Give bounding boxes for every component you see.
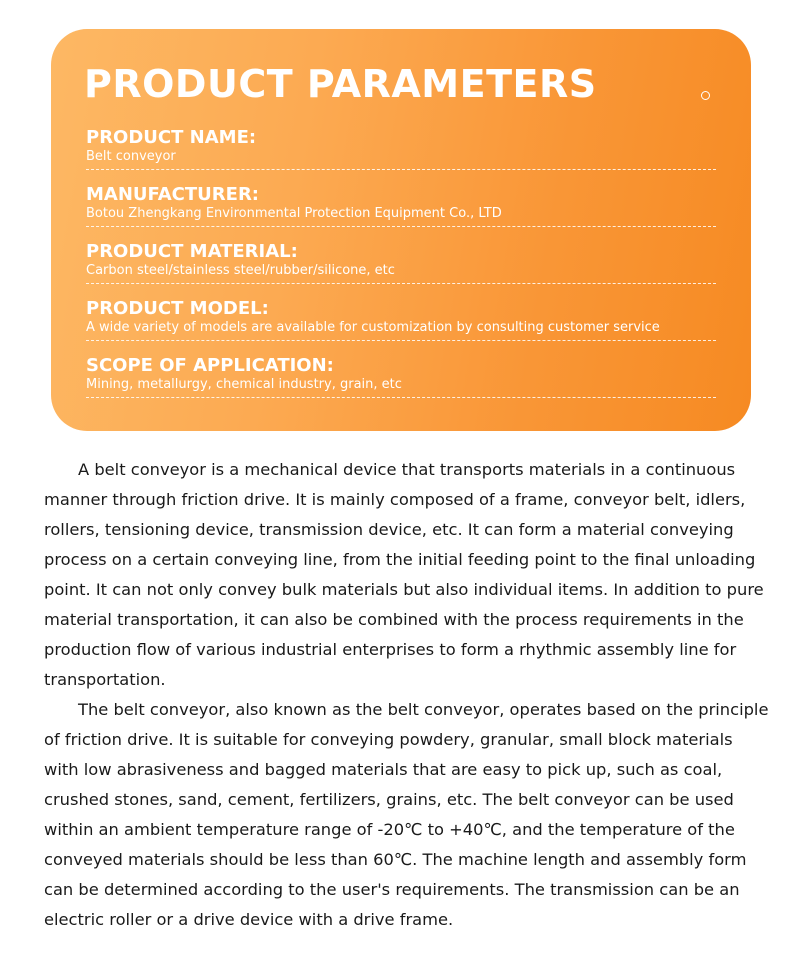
param-value: Mining, metallurgy, chemical industry, grain, etc (86, 377, 402, 392)
param-label: MANUFACTURER: (86, 184, 260, 205)
param-label: SCOPE OF APPLICATION: (86, 355, 334, 376)
description-paragraph: The belt conveyor, also known as the belt conveyor, operates based on the principle of friction drive. It is suitable for conveying powdery, granular, small block materials with low abrasiveness and bagged materials that are easy to pick up, such as coal, crushed stones, sand, cement, fertilizers, grains, etc. The belt conveyor can be used within an ambient temperature range of -20℃ to +40℃, and the temperature of the conveyed materials should be less than 60℃. The machine length and assembly form can be determined according to the user's requirements. The transmission can be an electric roller or a drive device with a drive frame. (44, 700, 769, 929)
param-product-material (86, 241, 716, 284)
param-label: PRODUCT NAME: (86, 127, 257, 148)
circle-icon (701, 91, 710, 100)
param-scope-of-application (86, 355, 716, 398)
param-value: A wide variety of models are available for customization by consulting customer service (86, 320, 660, 335)
param-label: PRODUCT MODEL: (86, 298, 269, 319)
param-label: PRODUCT MATERIAL: (86, 241, 298, 262)
description-paragraph: A belt conveyor is a mechanical device that transports materials in a continuous manner through friction drive. It is mainly composed of a frame, conveyor belt, idlers, rollers, tensioning device, transmission device, etc. It can form a material conveying process on a certain conveying line, from the initial feeding point to the final unloading point. It can not only convey bulk materials but also individual items. In addition to pure material transportation, it can also be combined with the process requirements in the production flow of various industrial enterprises to form a rhythmic assembly line for transportation. (44, 460, 764, 689)
product-parameters-card (51, 29, 751, 431)
product-description (44, 455, 772, 935)
param-value: Botou Zhengkang Environmental Protection Equipment Co., LTD (86, 206, 502, 221)
card-title: PRODUCT PARAMETERS (84, 62, 597, 106)
param-manufacturer (86, 184, 716, 227)
param-value: Belt conveyor (86, 149, 176, 164)
param-value: Carbon steel/stainless steel/rubber/silicone, etc (86, 263, 395, 278)
param-product-model (86, 298, 716, 341)
param-product-name (86, 127, 716, 170)
